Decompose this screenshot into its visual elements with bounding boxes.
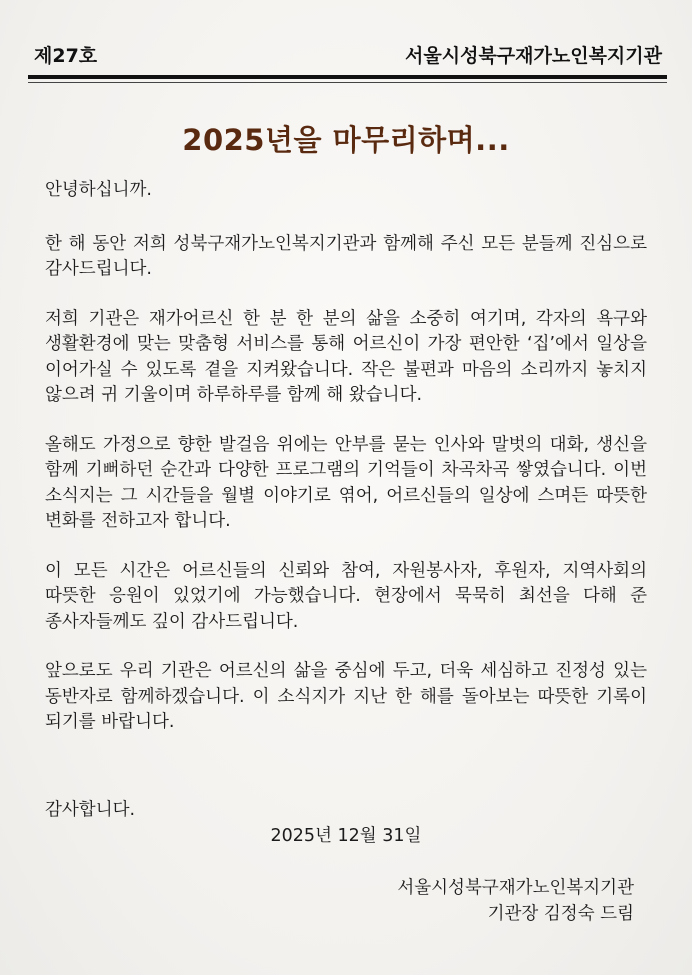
header-rule-thick (28, 75, 667, 79)
letter-title: 2025년을 마무리하며... (182, 123, 510, 157)
issue-number: 제27호 (34, 45, 98, 67)
header-organization: 서울시성북구재가노인복지기관 (405, 45, 662, 67)
paragraph-future: 앞으로도 우리 기관은 어르신의 삶을 중심에 두고, 더욱 세심하고 진정성 있는 동반자로 함께하겠습니다. 이 소식지가 지난 한 해를 돌아보는 따뜻한 기록이 되기를 바랍니다. (45, 661, 647, 732)
signature-organization: 서울시성북구재가노인복지기관 (397, 878, 634, 898)
page-header (34, 38, 662, 72)
signature-name: 기관장 김정숙 드림 (487, 904, 634, 924)
closing: 감사합니다. (45, 800, 136, 820)
header-rule-thin (28, 82, 667, 83)
greeting: 안녕하십니까. (45, 180, 152, 200)
letter-body (45, 178, 647, 760)
paragraph-gratitude: 이 모든 시간은 어르신들의 신뢰와 참여, 자원봉사자, 후원자, 지역사회의 따뜻한 응원이 있었기에 가능했습니다. 현장에서 묵묵히 최선을 다해 준 종사자들께도 깊이 감사드립니다. (45, 560, 647, 632)
paragraph-mission: 저희 기관은 재가어르신 한 분 한 분의 삶을 소중히 여기며, 각자의 욕구와 생활환경에 맞는 맞춤형 서비스를 통해 어르신이 가장 편안한 ‘집’에서 일상을 이어가실 수 있도록 곁을 지켜왔습니다. 작은 불편과 마음의 소리까지 놓치지 않으려 귀 기울이며 하루하루를 함께 해 왔습니다. (45, 308, 647, 405)
paragraph-thanks: 한 해 동안 저희 성북구재가노인복지기관과 함께해 주신 모든 분들께 진심으로 감사드립니다. (45, 233, 647, 279)
paragraph-year-review: 올해도 가정으로 향한 발걸음 위에는 안부를 묻는 인사와 말벗의 대화, 생신을 함께 기뻐하던 순간과 다양한 프로그램의 기억들이 차곡차곡 쌓였습니다. 이번 소식지는 그 시간들을 월별 이야기로 엮어, 어르신들의 일상에 스며든 따뜻한 변화를 전하고자 합니다. (45, 434, 647, 531)
letter-date: 2025년 12월 31일 (270, 826, 422, 846)
